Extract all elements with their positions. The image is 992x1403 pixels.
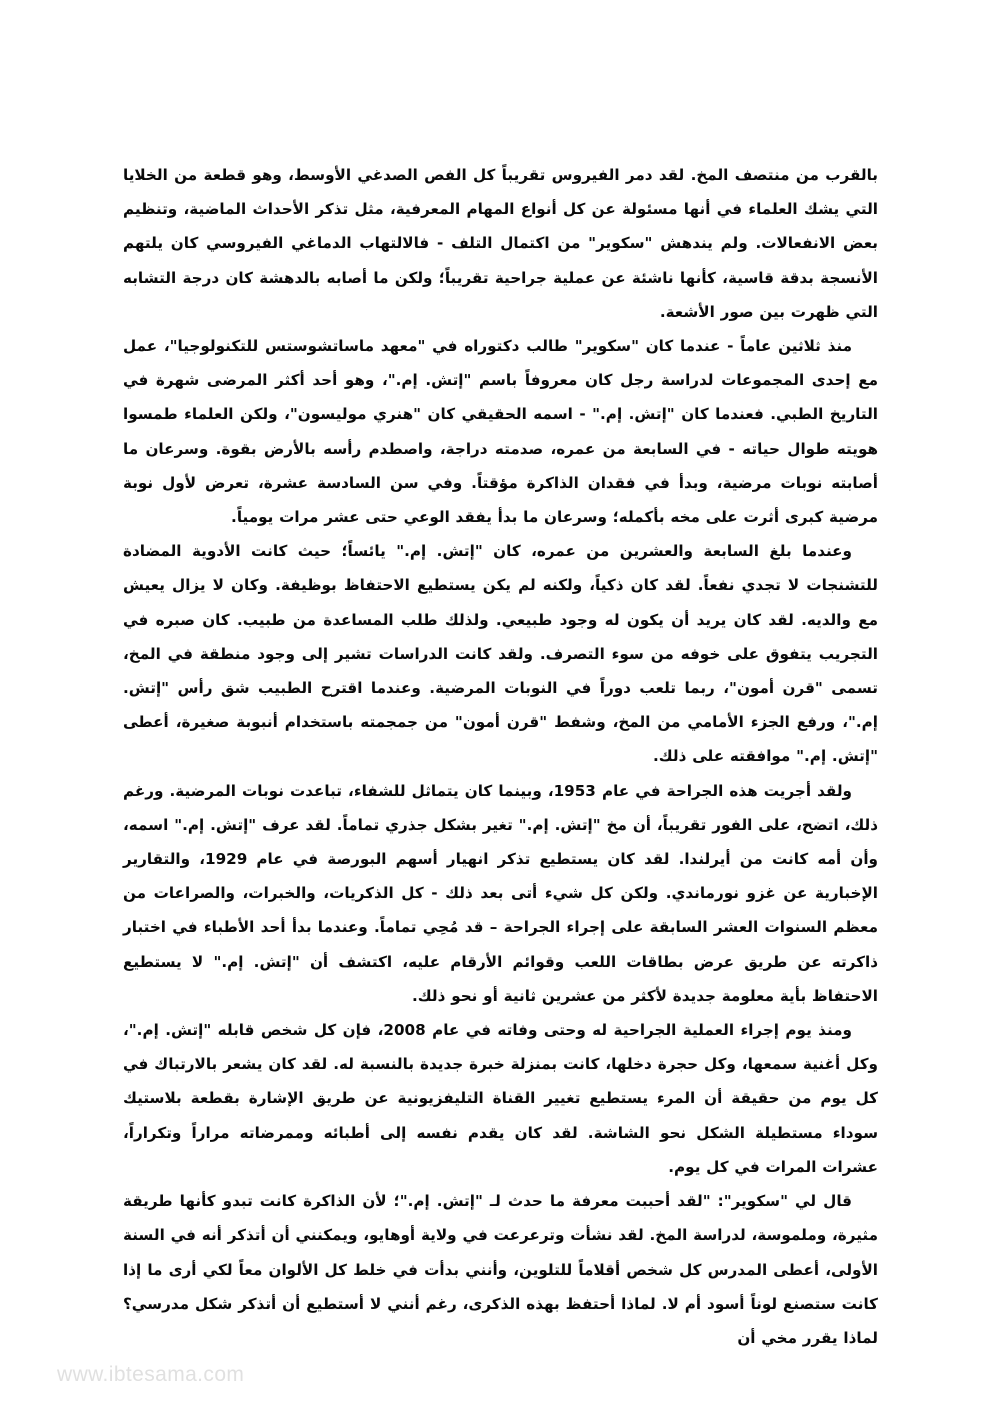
paragraph-5: ومنذ يوم إجراء العملية الجراحية له وحتى وفاته في عام 2008، فإن كل شخص قابله "إتش. إم."، وكل أغنية سمعها، وكل حجرة دخلها، كانت بمنزلة خبرة جديدة بالنسبة له. لقد كان يشعر بالارتباك في كل يوم من حقيقة أن المرء يستطيع تغيير القناة التليفزيونية عن طريق الإشارة بقطعة بلاستيك سوداء مستطيلة الشكل نحو الشاشة. لقد كان يقدم نفسه إلى أطبائه وممرضاته مراراً وتكراراً، عشرات المرات في كل يوم. bbox=[123, 1021, 878, 1176]
paragraph-6: قال لي "سكوير": "لقد أحببت معرفة ما حدث لـ "إتش. إم."؛ لأن الذاكرة كانت تبدو كأنها طريقة مثيرة، وملموسة، لدراسة المخ. لقد نشأت وترعرعت في ولاية أوهايو، ويمكنني أن أتذكر أنه في السنة الأولى، أعطى المدرس كل شخص أقلاماً للتلوين، وأنني بدأت في خلط كل الألوان معاً لكي أرى ما إذا كانت ستصنع لوناً أسود أم لا. لماذا أحتفظ بهذه الذكرى، رغم أنني لا أستطيع أن أتذكر شكل مدرسي؟ لماذا يقرر مخي أن bbox=[123, 1192, 878, 1347]
paragraph-4: ولقد أجريت هذه الجراحة في عام 1953، وبينما كان يتماثل للشفاء، تباعدت نوبات المرضية. ورغم ذلك، اتضح، على الفور تقريباً، أن مخ "إتش. إم." تغير بشكل جذري تماماً. لقد عرف "إتش. إم." اسمه، وأن أمه كانت من أيرلندا. لقد كان يستطيع تذكر انهيار أسهم البورصة في عام 1929، والتقارير الإخبارية عن غزو نورماندي. ولكن كل شيء أتى بعد ذلك - كل الذكريات، والخبرات، والصراعات من معظم السنوات العشر السابقة على إجراء الجراحة – قد مُحِي تماماً. وعندما بدأ أحد الأطباء في اختبار ذاكرته عن طريق عرض بطاقات اللعب وقوائم الأرقام عليه، اكتشف أن "إتش. إم." لا يستطيع الاحتفاظ بأية معلومة جديدة لأكثر من عشرين ثانية أو نحو ذلك. bbox=[123, 781, 878, 1005]
paragraph-1: بالقرب من منتصف المخ. لقد دمر الفيروس تقريباً كل الفص الصدغي الأوسط، وهو قطعة من الخلايا التي يشك العلماء في أنها مسئولة عن كل أنواع المهام المعرفية، مثل تذكر الأحداث الماضية، وتنظيم بعض الانفعالات. ولم يندهش "سكوير" من اكتمال التلف - فالالتهاب الدماغي الفيروسي كان يلتهم الأنسجة بدقة قاسية، كأنها ناشئة عن عملية جراحية تقريباً؛ ولكن ما أصابه بالدهشة كان درجة التشابه التي ظهرت بين صور الأشعة. bbox=[123, 166, 878, 321]
paragraph-3: وعندما بلغ السابعة والعشرين من عمره، كان "إتش. إم." يائساً؛ حيث كانت الأدوية المضادة للتشنجات لا تجدي نفعاً. لقد كان ذكياً، ولكنه لم يكن يستطيع الاحتفاظ بوظيفة. وكان لا يزال يعيش مع والديه. لقد كان يريد أن يكون له وجود طبيعي. ولذلك طلب المساعدة من طبيب. كان صبره في التجريب يتفوق على خوفه من سوء التصرف. ولقد كانت الدراسات تشير إلى وجود منطقة في المخ، تسمى "قرن أمون"، ربما تلعب دوراً في النوبات المرضية. وعندما اقترح الطبيب شق رأس "إتش. إم."، ورفع الجزء الأمامي من المخ، وشفط "قرن أمون" من جمجمته باستخدام أنبوبة صغيرة، أعطى "إتش. إم." موافقته على ذلك. bbox=[123, 542, 878, 766]
site-watermark: www.ibtesama.com bbox=[57, 1363, 245, 1386]
document-text-body bbox=[123, 158, 878, 1355]
paragraph-2: منذ ثلاثين عاماً - عندما كان "سكوير" طالب دكتوراه في "معهد ماساتشوستس للتكنولوجيا"، عمل مع إحدى المجموعات لدراسة رجل كان معروفاً باسم "إتش. إم."، وهو أحد أكثر المرضى شهرة في التاريخ الطبي. فعندما كان "إتش. إم." - اسمه الحقيقي كان "هنري موليسون"، ولكن العلماء طمسوا هويته طوال حياته - في السابعة من عمره، صدمته دراجة، واصطدم رأسه بالأرض بقوة. وسرعان ما أصابته نوبات مرضية، وبدأ في فقدان الذاكرة مؤقتاً. وفي سن السادسة عشرة، تعرض لأول نوبة مرضية كبرى أثرت على مخه بأكمله؛ وسرعان ما بدأ يفقد الوعي حتى عشر مرات يومياً. bbox=[123, 337, 878, 527]
